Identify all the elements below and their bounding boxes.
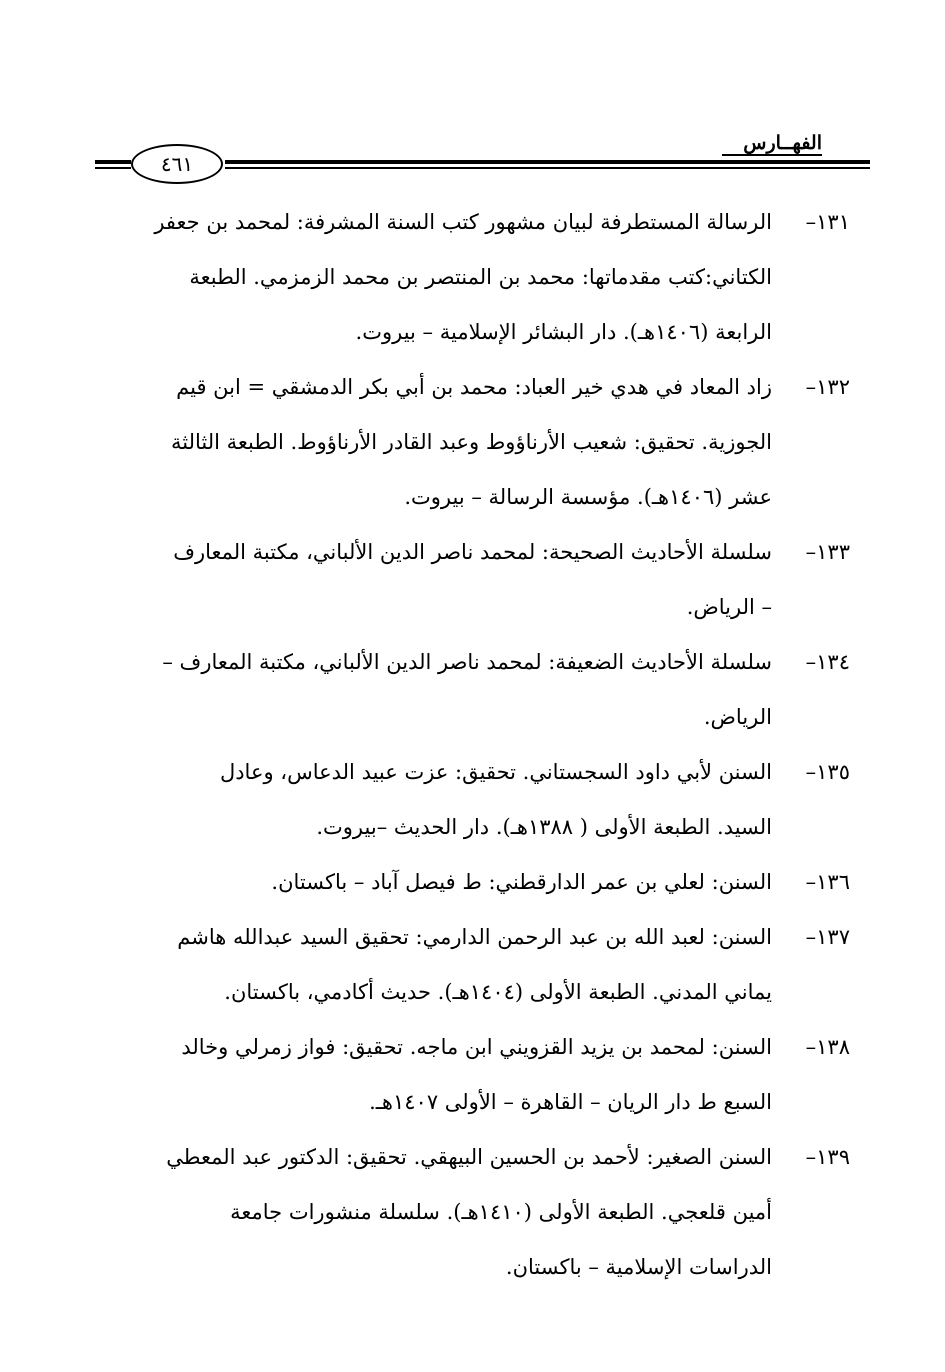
entry-text: [100, 910, 772, 1020]
entry-line: الجوزية. تحقيق: شعيب الأرناؤوط وعبد القادر الأرناؤوط. الطبعة الثالثة: [171, 430, 772, 454]
entry-line: السنن: لعلي بن عمر الدارقطني: ط فيصل آباد – باكستان.: [271, 870, 772, 894]
entry-text: [100, 525, 772, 635]
entry-line: سلسلة الأحاديث الضعيفة: لمحمد ناصر الدين الألباني، مكتبة المعارف –: [162, 650, 772, 674]
entry-line: السيد. الطبعة الأولى ( ١٣٨٨هـ). دار الحديث –بيروت.: [316, 815, 772, 839]
entry-number: ١٣٩–: [805, 1145, 850, 1169]
bibliography-entry: [100, 360, 850, 525]
page-number: ٤٦١: [160, 152, 194, 176]
page-header: [95, 120, 870, 190]
header-rule-thick: [225, 160, 870, 164]
entry-text: [100, 855, 772, 910]
header-rule-left-thin: [95, 167, 131, 169]
bibliography-entry: [100, 1020, 850, 1130]
entry-number: ١٣٥–: [805, 760, 850, 784]
bibliography-entry: [100, 525, 850, 635]
bibliography-entry: [100, 1130, 850, 1295]
header-rule-left-thick: [95, 160, 131, 164]
bibliography-list: [100, 195, 850, 1295]
entry-line: السنن الصغير: لأحمد بن الحسين البيهقي. تحقيق: الدكتور عبد المعطي: [166, 1145, 772, 1169]
entry-line: السنن لأبي داود السجستاني. تحقيق: عزت عبيد الدعاس، وعادل: [219, 760, 772, 784]
entry-number: ١٣٢–: [805, 375, 850, 399]
entry-line: يماني المدني. الطبعة الأولى (١٤٠٤هـ). حديث أكادمي، باكستان.: [224, 980, 772, 1004]
entry-line: السنن: لعبد الله بن عبد الرحمن الدارمي: تحقيق السيد عبدالله هاشم: [177, 925, 772, 949]
entry-line: الدراسات الإسلامية – باكستان.: [505, 1255, 772, 1279]
bibliography-entry: [100, 855, 850, 910]
entry-line: الكتاني:كتب مقدماتها: محمد بن المنتصر بن محمد الزمزمي. الطبعة: [189, 265, 772, 289]
entry-text: [100, 1020, 772, 1130]
section-title: الفهــارس: [743, 132, 822, 154]
entry-line: الرياض.: [703, 705, 772, 729]
entry-line: السبع ط دار الريان – القاهرة – الأولى ١٤٠٧هـ.: [369, 1090, 772, 1114]
bibliography-entry: [100, 635, 850, 745]
section-title-underline: [722, 154, 822, 156]
entry-number: ١٣٧–: [805, 925, 850, 949]
entry-number: ١٣٨–: [805, 1035, 850, 1059]
entry-line: زاد المعاد في هدي خير العباد: محمد بن أبي بكر الدمشقي = ابن قيم: [176, 375, 772, 399]
entry-line: – الرياض.: [686, 595, 772, 619]
bibliography-entry: [100, 745, 850, 855]
entry-number: ١٣٣–: [805, 540, 850, 564]
entry-number: ١٣٤–: [805, 650, 850, 674]
entry-line: عشر (١٤٠٦هـ). مؤسسة الرسالة – بيروت.: [404, 485, 772, 509]
page-number-badge: [131, 144, 223, 184]
entry-text: [100, 1130, 772, 1295]
entry-line: أمين قلعجي. الطبعة الأولى (١٤١٠هـ). سلسلة منشورات جامعة: [230, 1200, 772, 1224]
entry-line: الرسالة المستطرفة لبيان مشهور كتب السنة المشرفة: لمحمد بن جعفر: [154, 210, 772, 234]
entry-text: [100, 195, 772, 360]
entry-text: [100, 360, 772, 525]
entry-text: [100, 635, 772, 745]
entry-text: [100, 745, 772, 855]
entry-line: السنن: لمحمد بن يزيد القزويني ابن ماجه. تحقيق: فواز زمرلي وخالد: [181, 1035, 772, 1059]
entry-line: الرابعة (١٤٠٦هـ). دار البشائر الإسلامية – بيروت.: [355, 320, 772, 344]
header-rule-thin: [225, 167, 870, 169]
entry-number: ١٣٦–: [805, 870, 850, 894]
bibliography-entry: [100, 910, 850, 1020]
entry-line: سلسلة الأحاديث الصحيحة: لمحمد ناصر الدين الألباني، مكتبة المعارف: [173, 540, 772, 564]
bibliography-entry: [100, 195, 850, 360]
entry-number: ١٣١–: [805, 210, 850, 234]
